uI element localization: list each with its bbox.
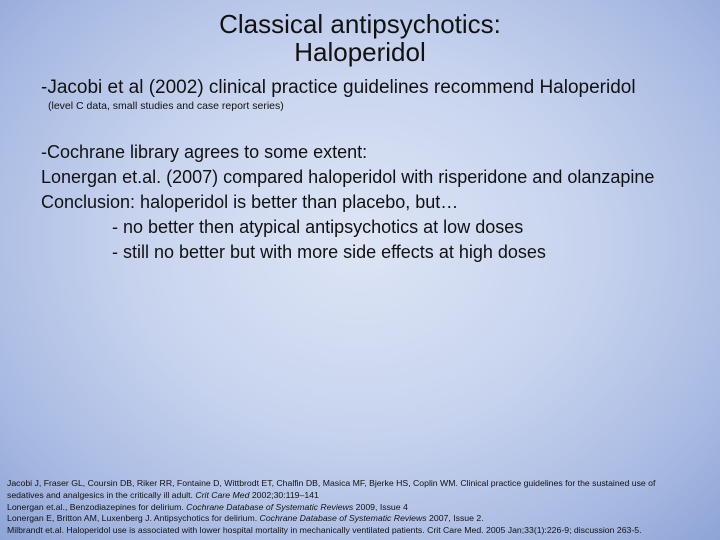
cochrane-line-4: - no better then atypical antipsychotics at low doses <box>112 217 524 237</box>
title-line-1: Classical antipsychotics: <box>219 9 501 39</box>
reference-1b-journal: Crit Care Med <box>195 489 250 500</box>
bullet-jacobi: -Jacobi et al (2002) clinical practice guidelines recommend Haloperidol <box>41 77 636 98</box>
references <box>7 478 715 537</box>
cochrane-line-3: Conclusion: haloperidol is better than placebo, but… <box>41 192 459 212</box>
bullet-cochrane <box>41 140 654 265</box>
reference-1b-details: 2002;30:119–141 <box>249 489 319 500</box>
reference-3-details: 2007, Issue 2. <box>426 513 484 524</box>
cochrane-line-2: Lonergan et.al. (2007) compared haloperidol with risperidone and olanzapine <box>41 167 655 187</box>
reference-1b <box>7 490 715 502</box>
reference-3-journal: Cochrane Database of Systematic Reviews <box>257 513 427 524</box>
reference-1a: Jacobi J, Fraser GL, Coursin DB, Riker RR, Fontaine D, Wittbrodt ET, Chalfin DB, Masica MF, Bjerke HS, Coplin WM. Clinical practice guidelines for the sustained use of <box>7 478 656 488</box>
reference-3 <box>7 513 715 525</box>
reference-1b-text: sedatives and analgesics in the critically ill adult. <box>7 489 193 500</box>
slide-title <box>0 10 720 66</box>
reference-2 <box>7 502 715 514</box>
cochrane-line-5: - still no better but with more side effects at high doses <box>112 242 546 262</box>
title-line-2: Haloperidol <box>294 37 426 67</box>
bullet-jacobi-note: (level C data, small studies and case report series) <box>48 100 284 112</box>
reference-3-text: Lonergan E, Britton AM, Luxenberg J. Antipsychotics for delirium. <box>7 513 258 524</box>
cochrane-line-1: -Cochrane library agrees to some extent: <box>41 142 368 162</box>
reference-2-journal: Cochrane Database of Systematic Reviews <box>183 501 354 512</box>
reference-2-details: 2009, Issue 4 <box>353 501 408 512</box>
reference-4: Milbrandt et.al. Haloperidol use is associated with lower hospital mortality in mechanically ventilated patients. Crit Care Med. 2005 Jan;33(1):226-9; discussion 263-5. <box>7 525 642 536</box>
reference-2-text: Lonergan et.al., Benzodiazepines for delirium. <box>7 501 184 512</box>
